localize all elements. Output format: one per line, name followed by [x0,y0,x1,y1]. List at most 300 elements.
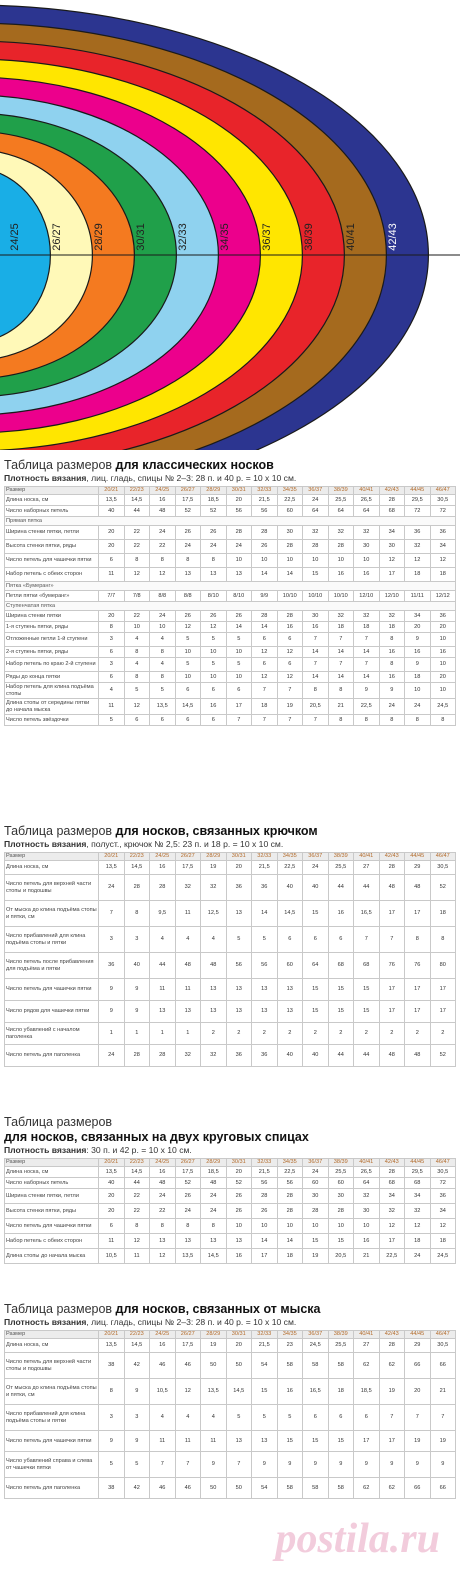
table-cell: 18,5 [201,1167,227,1178]
row-label: Высота стенки пятки, ряды [5,540,99,554]
size-header-cell: 24/25 [150,853,176,861]
table-cell: 6 [201,683,227,699]
table-cell: 10/10 [277,591,303,602]
table-cell: 5 [252,927,278,953]
table-cell: 15 [303,1234,329,1249]
table-cell: 32 [354,526,380,540]
table-cell: 10 [303,1219,329,1234]
table-cell: 8 [328,683,354,699]
row-label: Петли пятки «бумеранг» [5,591,99,602]
table-cell: 12 [201,622,227,633]
table-cell: 52 [175,506,201,517]
table-cell: 4 [99,683,125,699]
table-cell: 16 [150,1339,176,1353]
table-cell: 13,5 [99,495,125,506]
table-cell: 28 [379,1167,405,1178]
table-cell: 8 [150,554,176,568]
table-cell: 17,5 [175,1339,201,1353]
table-cell: 28 [150,1045,176,1067]
table-toe-up [4,1330,456,1499]
size-header-cell: 42/43 [379,853,405,861]
table-cell: 9 [252,1452,278,1478]
size-label-30-31: 30/31 [135,223,147,251]
size-header-cell: 36/37 [303,853,329,861]
size-header-cell: 28/29 [201,487,227,495]
size-label-26-27: 26/27 [51,223,63,251]
table-cell: 9 [99,979,125,1001]
table-cell: 30 [379,540,405,554]
table-cell: 17,5 [175,495,201,506]
table-row [5,1339,456,1353]
size-header-cell: 26/27 [175,1159,201,1167]
table-row [5,1204,456,1219]
table-row [5,953,456,979]
table-cell: 28 [252,1189,278,1204]
table-cell: 6 [175,683,201,699]
table-cell: 5 [124,683,150,699]
table-cell: 29 [405,1339,431,1353]
table-cell: 6 [99,1219,125,1234]
table-cell: 18 [328,1379,354,1405]
table-cell: 32 [379,611,405,622]
size-header-cell: 46/47 [430,487,456,495]
table-cell: 1 [175,1023,201,1045]
table-cell: 11 [175,1431,201,1452]
table-cell: 17 [379,1001,405,1023]
table-cell: 62 [354,1353,380,1379]
title-bold: для носков, связанных крючком [115,824,318,838]
table-cell: 62 [354,1478,380,1499]
table-cell: 34 [405,1189,431,1204]
table-cell: 20 [99,526,125,540]
table-cell: 9 [430,1452,456,1478]
table-cell: 1 [124,1023,150,1045]
row-label: Число убавлений с началом паголенка [5,1023,99,1045]
table-cell: 13 [226,979,252,1001]
table-row [5,683,456,699]
table-cell: 40 [99,506,125,517]
table-cell: 11 [150,1431,176,1452]
table-cell: 24 [150,526,176,540]
table-cell: 5 [252,1405,278,1431]
table-cell: 17 [379,1431,405,1452]
table-cell: 30 [328,1189,354,1204]
table-cell: 15 [354,1001,380,1023]
table-cell: 10 [328,1219,354,1234]
table-cell: 30 [277,526,303,540]
table-cell: 13 [201,979,227,1001]
table-cell: 9 [124,1001,150,1023]
table-cell: 17 [405,979,431,1001]
table-cell: 32 [354,611,380,622]
table-cell: 24 [175,1204,201,1219]
row-label: От мыска до клина подъёма стопы и пятки, см [5,901,99,927]
table-cell: 13 [277,979,303,1001]
table-cell: 12/10 [354,591,380,602]
table-cell: 68 [354,953,380,979]
table-row [5,658,456,672]
header-label: Размер [5,487,99,495]
table-cell: 14,5 [175,699,201,715]
table-cell: 26 [252,1204,278,1219]
table-cell: 48 [405,875,431,901]
row-label: 1-я ступень пятки, ряды [5,622,99,633]
size-header-cell: 32/33 [252,487,278,495]
table-cell: 2 [405,1023,431,1045]
table-cell: 25,5 [328,495,354,506]
table-cell: 5 [226,1405,252,1431]
table-cell: 13 [175,1001,201,1023]
subtitle-bold: Плотность вязания [4,1145,87,1155]
table-cell: 52 [430,1045,456,1067]
table-cell: 32 [379,1204,405,1219]
table-cell: 16 [430,647,456,658]
group-label: Ступенчатая пятка [5,602,456,611]
table-row [5,901,456,927]
table-cell: 2 [328,1023,354,1045]
table-row [5,1189,456,1204]
table-cell: 20 [99,1189,125,1204]
table-cell: 4 [175,927,201,953]
table-cell: 7 [405,1405,431,1431]
table-cell: 10 [150,622,176,633]
table-cell: 16,5 [354,901,380,927]
table-cell: 29,5 [405,1167,431,1178]
table-row [5,591,456,602]
table-cell: 42 [124,1353,150,1379]
table-cell: 17 [379,901,405,927]
row-label: Число прибавлений для клина подъёма стопы и пятки [5,1405,99,1431]
row-label: От мыска до клина подъёма стопы и пятки, см [5,1379,99,1405]
table-crochet-subtitle [4,839,456,850]
size-header-cell: 24/25 [150,1331,176,1339]
table-cell: 6 [252,633,278,647]
table-cell: 6 [150,715,176,726]
table-cell: 20 [99,611,125,622]
row-label: Набор петель для клина подъёма стопы [5,683,99,699]
table-cell: 64 [328,506,354,517]
table-cell: 8/8 [175,591,201,602]
table-cell: 17 [430,979,456,1001]
row-label: Число петель для чашечки пятки [5,554,99,568]
table-cell: 36 [405,526,431,540]
table-circular [4,1158,456,1264]
table-cell: 10 [175,647,201,658]
table-cell: 22,5 [277,495,303,506]
table-cell: 12 [175,622,201,633]
table-cell: 14,5 [201,1249,227,1264]
group-label: Прямая пятка [5,517,456,526]
size-header-cell: 28/29 [201,853,227,861]
table-group-row [5,602,456,611]
table-cell: 19 [201,861,227,875]
table-cell: 7 [379,927,405,953]
table-cell: 52 [226,1178,252,1189]
size-header-cell: 30/31 [226,487,252,495]
size-label-42-43: 42/43 [387,223,399,251]
table-cell: 32 [405,540,431,554]
size-header-cell: 32/33 [252,853,278,861]
table-cell: 14 [277,568,303,582]
table-cell: 29 [405,861,431,875]
table-cell: 15 [303,979,329,1001]
table-cell: 11 [99,568,125,582]
table-cell: 13 [226,568,252,582]
table-row [5,647,456,658]
table-cell: 9 [99,1001,125,1023]
table-cell: 13 [201,1234,227,1249]
table-cell: 76 [379,953,405,979]
table-cell: 9 [405,1452,431,1478]
table-cell: 5 [277,1405,303,1431]
table-row [5,1023,456,1045]
table-cell: 36 [252,875,278,901]
table-cell: 8 [430,715,456,726]
table-cell: 20 [226,1339,252,1353]
row-label: Число прибавлений для клина подъёма стопы и пятки [5,927,99,953]
table-cell: 50 [226,1478,252,1499]
table-cell: 50 [201,1353,227,1379]
table-cell: 30,5 [430,861,456,875]
row-label: Число убавлений справа и слева от чашечки пятки [5,1452,99,1478]
table-cell: 2 [303,1023,329,1045]
table-cell: 36 [226,875,252,901]
table-cell: 24 [303,861,329,875]
subtitle-rest: , полуст., крючок № 2,5: 23 п. и 18 р. = 10 х 10 см. [86,839,284,849]
table-cell: 44 [150,953,176,979]
table-cell: 15 [328,1431,354,1452]
size-header-cell: 30/31 [226,1331,252,1339]
table-cell: 14 [252,901,278,927]
table-cell: 8 [99,1379,125,1405]
table-cell: 13 [226,1234,252,1249]
row-label: Длина стопы до начала мыска [5,1249,99,1264]
table-cell: 50 [226,1353,252,1379]
table-cell: 20 [405,622,431,633]
table-cell: 8 [379,633,405,647]
size-header-cell: 40/41 [354,1159,380,1167]
table-cell: 64 [354,1178,380,1189]
table-cell: 26 [226,611,252,622]
table-cell: 15 [328,1001,354,1023]
table-cell: 38 [99,1353,125,1379]
row-label: Набор петель с обеих сторон [5,1234,99,1249]
table-cell: 16 [277,622,303,633]
table-cell: 52 [175,1178,201,1189]
table-cell: 14 [328,647,354,658]
table-cell: 30,5 [430,1339,456,1353]
table-cell: 12 [124,568,150,582]
table-cell: 62 [379,1353,405,1379]
row-label: Ширина стенки пятки [5,611,99,622]
size-label-32-33: 32/33 [177,223,189,251]
table-row [5,1045,456,1067]
table-cell: 46 [175,1478,201,1499]
table-toe-up-subtitle [4,1317,456,1328]
table-cell: 10 [252,554,278,568]
table-cell: 25,5 [328,1167,354,1178]
table-cell: 3 [124,927,150,953]
table-cell: 24 [99,1045,125,1067]
table-row [5,1001,456,1023]
table-cell: 22 [150,540,176,554]
table-cell: 6 [252,658,278,672]
table-cell: 44 [328,875,354,901]
table-cell: 3 [124,1405,150,1431]
size-header-cell: 28/29 [201,1331,227,1339]
table-cell: 34 [430,1204,456,1219]
table-cell: 10 [277,554,303,568]
table-cell: 3 [99,658,125,672]
size-header-cell: 44/45 [405,487,431,495]
title-plain: Таблица размеров [4,1302,116,1316]
row-label: Ширина стенки пятки, петли [5,526,99,540]
table-cell: 7 [99,901,125,927]
size-label-38-39: 38/39 [303,223,315,251]
table-cell: 24 [405,699,431,715]
table-cell: 13,5 [150,699,176,715]
table-circular-title-2: для носков, связанных на двух круговых спицах [4,1130,309,1144]
table-cell: 4 [150,658,176,672]
table-cell: 13 [252,979,278,1001]
table-cell: 22 [124,611,150,622]
size-header-cell: 28/29 [201,1159,227,1167]
row-label: Число петель после прибавления для подъёма и пятки [5,953,99,979]
table-cell: 13 [175,1234,201,1249]
table-cell: 16 [201,699,227,715]
table-cell: 25,5 [328,1339,354,1353]
table-row [5,699,456,715]
size-header-cell: 26/27 [175,487,201,495]
size-label-40-41: 40/41 [345,223,357,251]
table-cell: 48 [201,953,227,979]
table-cell: 12 [150,568,176,582]
size-header-cell: 24/25 [150,487,176,495]
table-cell: 15 [303,1001,329,1023]
table-cell: 13 [175,568,201,582]
table-cell: 13,5 [201,1379,227,1405]
size-header-cell: 20/21 [99,1159,125,1167]
table-cell: 17 [226,699,252,715]
table-cell: 28 [379,1339,405,1353]
table-cell: 15 [328,979,354,1001]
table-cell: 58 [303,1478,329,1499]
table-cell: 34 [405,611,431,622]
table-cell: 9 [124,1431,150,1452]
size-header-cell: 26/27 [175,853,201,861]
table-cell: 7 [328,658,354,672]
table-cell: 14 [226,622,252,633]
table-cell: 18 [430,568,456,582]
table-cell: 11 [99,699,125,715]
table-cell: 10 [328,554,354,568]
size-header-cell: 36/37 [303,487,329,495]
table-header-row [5,1159,456,1167]
table-cell: 14,5 [124,1167,150,1178]
table-cell: 17 [405,1001,431,1023]
table-cell: 46 [175,1353,201,1379]
table-cell: 7 [252,715,278,726]
table-cell: 8 [124,647,150,658]
table-cell: 28 [252,611,278,622]
table-cell: 8 [379,658,405,672]
row-label: Число петель для чашечки пятки [5,979,99,1001]
table-cell: 24 [175,540,201,554]
table-cell: 28 [303,1204,329,1219]
table-cell: 40 [99,1178,125,1189]
table-cell: 14 [252,622,278,633]
table-circular-subtitle [4,1145,456,1156]
table-cell: 11 [175,979,201,1001]
table-circular-title-1: Таблица размеров [4,1115,113,1129]
table-cell: 20 [226,1167,252,1178]
table-cell: 10/10 [328,591,354,602]
table-cell: 18 [379,622,405,633]
table-cell: 29,5 [405,495,431,506]
table-cell: 20,5 [328,1249,354,1264]
table-cell: 28 [379,861,405,875]
table-cell: 13 [252,1431,278,1452]
table-cell: 10 [430,658,456,672]
table-cell: 19 [201,1339,227,1353]
table-classic-section [4,458,456,726]
table-cell: 26 [201,526,227,540]
subtitle-rest: , лиц. гладь, спицы № 2–3: 28 п. и 40 р. = 10 х 10 см. [86,473,297,483]
table-cell: 16 [379,672,405,683]
table-cell: 23 [277,1339,303,1353]
table-cell: 48 [175,953,201,979]
table-cell: 10 [124,622,150,633]
table-cell: 9 [124,979,150,1001]
table-cell: 26 [175,526,201,540]
table-cell: 5 [226,927,252,953]
table-cell: 6 [328,927,354,953]
table-cell: 19 [405,1431,431,1452]
size-header-cell: 30/31 [226,853,252,861]
table-cell: 28 [252,526,278,540]
table-cell: 8 [405,927,431,953]
table-crochet-section [4,824,456,1067]
table-cell: 1 [99,1023,125,1045]
size-label-24-25: 24/25 [9,223,21,251]
table-cell: 18,5 [201,495,227,506]
size-label-36-37: 36/37 [261,223,273,251]
table-cell: 3 [99,927,125,953]
table-cell: 26 [226,1189,252,1204]
table-cell: 21 [430,1379,456,1405]
size-header-cell: 44/45 [405,1331,431,1339]
size-header-cell: 38/39 [328,1331,354,1339]
table-cell: 25,5 [328,861,354,875]
table-cell: 12 [430,1219,456,1234]
table-crochet-title [4,824,456,839]
table-cell: 17 [430,1001,456,1023]
table-cell: 50 [201,1478,227,1499]
table-cell: 17,5 [175,1167,201,1178]
table-cell: 12 [277,647,303,658]
table-cell: 27 [354,861,380,875]
table-cell: 44 [124,1178,150,1189]
table-cell: 68 [328,953,354,979]
table-cell: 72 [430,1178,456,1189]
table-cell: 40 [303,1045,329,1067]
row-label: Число наборных петель [5,506,99,517]
table-cell: 6 [175,715,201,726]
table-cell: 26 [175,1189,201,1204]
table-cell: 6 [303,1405,329,1431]
table-cell: 11/11 [405,591,431,602]
table-cell: 8 [124,672,150,683]
